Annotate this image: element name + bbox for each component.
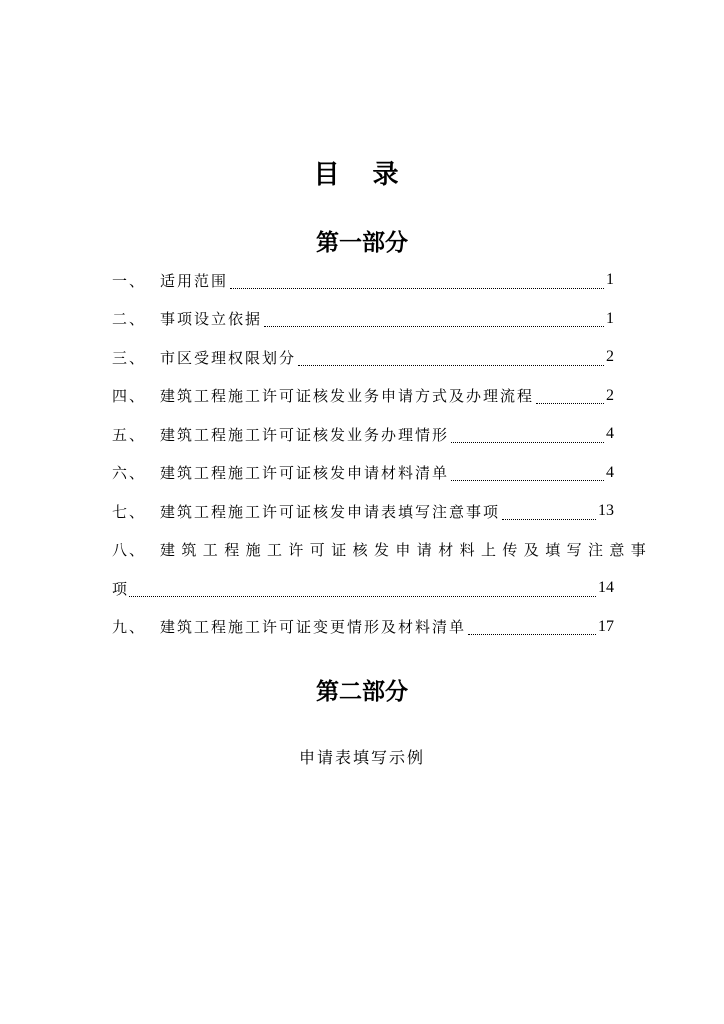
- toc-entry-page: 2: [606, 348, 614, 366]
- toc-entry-label-continued: 项: [112, 579, 128, 598]
- toc-entry-label: 建筑工程施工许可证核发申请材料上传及填写注意事: [160, 541, 653, 560]
- toc-entry-number: 九、: [112, 618, 147, 637]
- toc-entry-label: 建筑工程施工许可证核发业务申请方式及办理流程: [160, 387, 535, 406]
- toc-dot-leader: [451, 441, 604, 443]
- toc-entry-number: 六、: [112, 464, 147, 483]
- part-two-heading: 第二部分: [316, 679, 408, 705]
- page-title: 目 录: [313, 160, 411, 190]
- toc-dot-leader: [536, 402, 604, 404]
- toc-entry-number: 四、: [112, 387, 147, 406]
- toc-entry-label: 事项设立依据: [160, 310, 263, 329]
- toc-dot-leader: [129, 595, 596, 597]
- toc-entry-page: 4: [606, 425, 614, 443]
- toc-dot-leader: [230, 287, 604, 289]
- toc-entry-number: 二、: [112, 310, 147, 329]
- toc-entry-number: 八、: [112, 541, 147, 560]
- toc-entry-label: 建筑工程施工许可证核发申请表填写注意事项: [160, 502, 501, 521]
- toc-entry[interactable]: [112, 531, 653, 570]
- toc-entry[interactable]: [112, 261, 614, 300]
- toc-entry-label: 市区受理权限划分: [160, 348, 297, 367]
- toc-entry[interactable]: [112, 377, 614, 416]
- toc-entry-label: 建筑工程施工许可证核发申请材料清单: [160, 464, 450, 483]
- toc-entry-number: 一、: [112, 271, 147, 290]
- toc-entry-page: 2: [606, 386, 614, 404]
- toc-dot-leader: [468, 633, 596, 635]
- toc-entry-page: 14: [598, 579, 614, 597]
- toc-entry-label: 建筑工程施工许可证核发业务办理情形: [160, 425, 450, 444]
- toc-entry-label: 建筑工程施工许可证变更情形及材料清单: [160, 618, 467, 637]
- toc-entry-label: 适用范围: [160, 271, 229, 290]
- toc-entry-page: 1: [606, 271, 614, 289]
- toc-entry[interactable]: [112, 608, 614, 647]
- part-one-heading: 第一部分: [316, 230, 408, 256]
- toc-entry[interactable]: [112, 338, 614, 377]
- toc-dot-leader: [502, 518, 596, 520]
- toc-entry[interactable]: [112, 454, 614, 493]
- part-two-item[interactable]: 申请表填写示例: [298, 748, 425, 767]
- table-of-contents: [112, 261, 653, 646]
- toc-entry-page: 4: [606, 463, 614, 481]
- toc-entry-continuation[interactable]: [112, 569, 614, 608]
- toc-entry-number: 七、: [112, 502, 147, 521]
- toc-entry-page: 1: [606, 309, 614, 327]
- toc-dot-leader: [298, 364, 604, 366]
- toc-entry[interactable]: [112, 415, 614, 454]
- toc-dot-leader: [451, 479, 604, 481]
- toc-entry-number: 五、: [112, 425, 147, 444]
- toc-entry[interactable]: [112, 492, 614, 531]
- toc-dot-leader: [264, 325, 604, 327]
- toc-entry-number: 三、: [112, 348, 147, 367]
- toc-entry[interactable]: [112, 300, 614, 339]
- toc-entry-page: 13: [598, 502, 614, 520]
- toc-entry-page: 17: [598, 617, 614, 635]
